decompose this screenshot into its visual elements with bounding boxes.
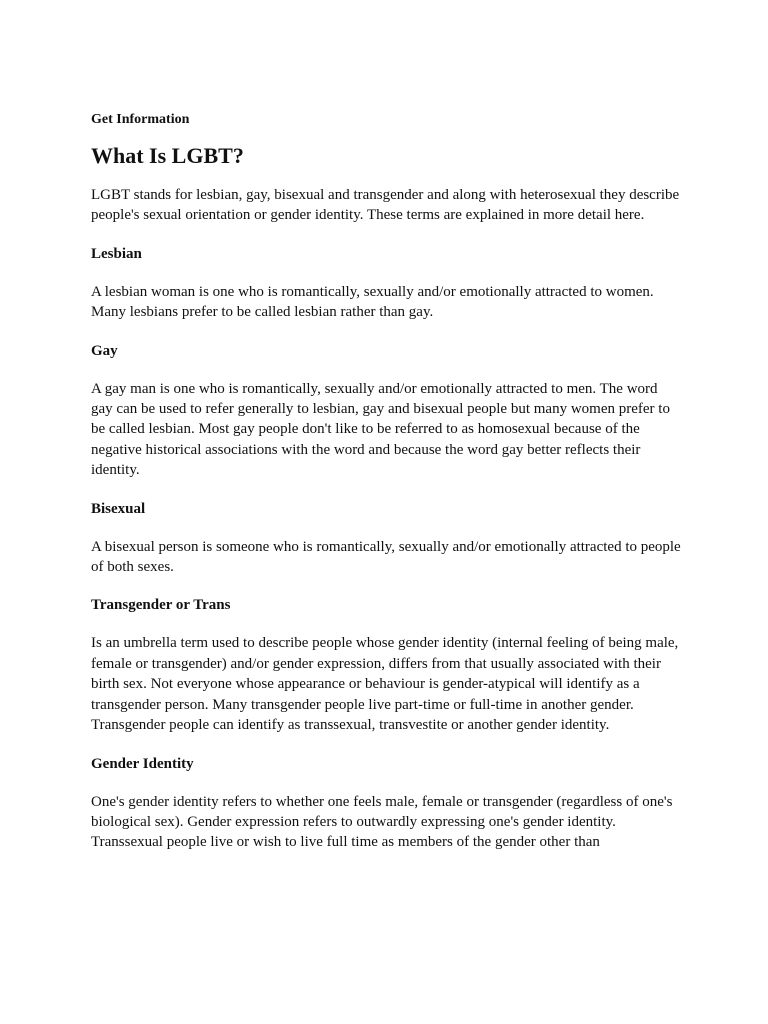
- section-paragraph: A lesbian woman is one who is romantically, sexually and/or emotionally attracted to women. Many lesbians prefer to be called lesbian rather than gay.: [91, 283, 654, 321]
- section-paragraph: A gay man is one who is romantically, sexually and/or emotionally attracted to men. The word gay can be used to refer generally to lesbian, gay and bisexual people but many women prefer to be called lesbian. Most gay people don't like to be referred to as homosexual because of the negative historical associations with the word and because the word gay better reflects their identity.: [91, 380, 670, 479]
- section-heading: Bisexual: [91, 500, 146, 517]
- section-paragraph: Is an umbrella term used to describe people whose gender identity (internal feeling of being male, female or transgender) and/or gender expression, differs from that usually associated with their birth sex. Not everyone whose appearance or behaviour is gender-atypical will identify as a transgender person. Many transgender people live part-time or full-time in another gender. Transgender people can identify as transsexual, transvestite or another gender identity.: [91, 635, 679, 734]
- section-paragraph: A bisexual person is someone who is romantically, sexually and/or emotionally attracted to people of both sexes.: [91, 538, 681, 576]
- section-paragraph: One's gender identity refers to whether one feels male, female or transgender (regardless of one's biological sex). Gender expression refers to outwardly expressing one's gender identity.: [91, 793, 673, 830]
- section-heading: Lesbian: [91, 245, 142, 262]
- section-heading: Transgender or Trans: [91, 597, 231, 614]
- section-gender-identity: [91, 754, 681, 853]
- section-heading: Gender Identity: [91, 755, 194, 772]
- intro-paragraph: LGBT stands for lesbian, gay, bisexual and transgender and along with heterosexual they describe people's sexual orientation or gender identity. These terms are explained in more detail here.: [91, 187, 680, 224]
- section-lesbian: [91, 244, 681, 323]
- document-page: [91, 110, 681, 853]
- section-heading: Gay: [91, 342, 118, 359]
- page-title: What Is LGBT?: [91, 143, 244, 168]
- section-kicker: Get Information: [91, 112, 190, 127]
- section-bisexual: [91, 499, 681, 578]
- section-gay: [91, 341, 681, 481]
- section-transgender: [91, 595, 681, 735]
- section-paragraph: Transsexual people live or wish to live full time as members of the gender other than: [91, 834, 600, 851]
